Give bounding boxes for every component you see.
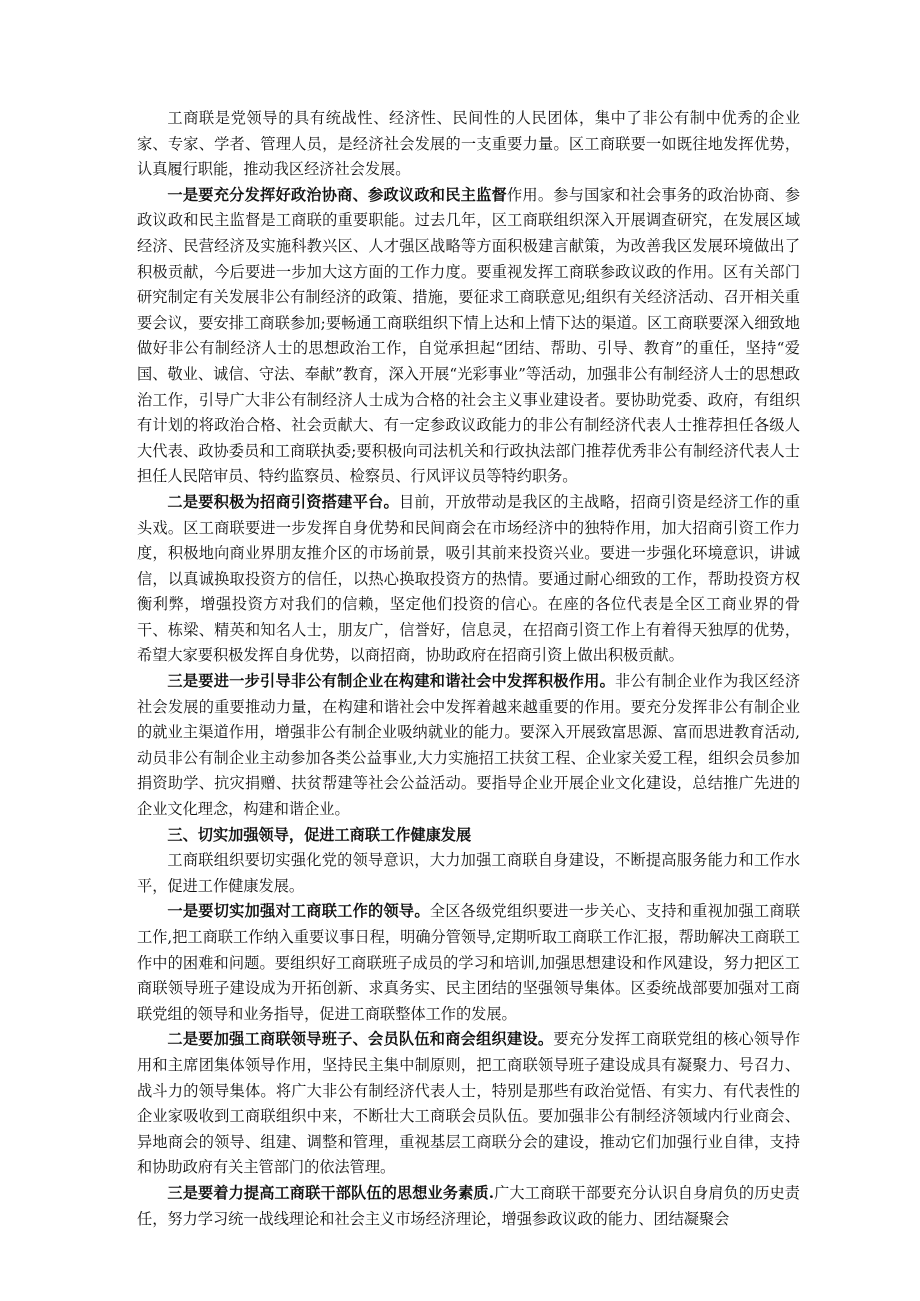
paragraph-text: 非公有制企业作为我区经济社会发展的重要推动力量，在构建和谐社会中发挥着越来越重要的作用。要充分发挥非公有制企业的就业主渠道作用，增强非公有制企业吸纳就业的能力。要深入开展致富思源、富而思进教育活动,动员非公有制企业主动参加各类公益事业,大力实施招工扶贫工程、企业家关爱工程，组织会员参加捐资助学、抗灾捐赠、扶贫帮建等社会公益活动。要指导企业开展企业文化建设，总结推广先进的企业文化理念，构建和谐企业。 (137, 672, 801, 819)
paragraph-text: 工商联组织要切实强化党的领导意识，大力加强工商联自身建设，不断提高服务能力和工作水平，促进工作健康发展。 (137, 851, 800, 895)
paragraph-lead: 三是要进一步引导非公有制企业在构建和谐社会中发挥积极作用。 (167, 672, 616, 691)
paragraph-text: 目前，开放带动是我区的主战略，招商引资是经济工作的重头戏。区工商联要进一步发挥自身优势和民间商会在市场经济中的独特作用，加大招商引资工作力度，积极地向商业界朋友推介区的市场前景，吸引其前来投资兴业。要进一步强化环境意识，讲诚信，以真诚换取投资方的信任，以热心换取投资方的热情。要通过耐心细致的工作，帮助投资方权衡利弊，增强投资方对我们的信赖，坚定他们投资的信心。在座的各位代表是全区工商业界的骨干、栋梁、精英和知名人士，朋友广，信誉好，信息灵，在招商引资工作上有着得天独厚的优势，希望大家要积极发挥自身优势，以商招商，协助政府在招商引资上做出积极贡献。 (137, 492, 801, 665)
paragraph-lead: 二是要积极为招商引资搭建平台。 (167, 492, 399, 511)
paragraph-lead: 一是要切实加强对工商联工作的领导。 (167, 902, 430, 921)
paragraph-lead: 三是要着力提高工商联干部队伍的思想业务素质. (167, 1183, 494, 1202)
paragraph-point-2 (137, 490, 800, 669)
section-heading: 三、切实加强领导，促进工商联工作健康发展 (167, 825, 472, 844)
paragraph-text: 全区各级党组织要进一步关心、支持和重视加强工商联工作,把工商联工作纳入重要议事日程，明确分管领导,定期听取工商联工作汇报，帮助解决工商联工作中的困难和问题。要组织好工商联班子成员的学习和培训,加强思想建设和作风建设，努力把区工商联领导班子建设成为开拓创新、求真务实、民主团结的坚强领导集体。区委统战部要加强对工商联党组的领导和业务指导，促进工商联整体工作的发展。 (137, 902, 801, 1023)
paragraph-leadership-1 (137, 899, 800, 1027)
paragraph-lead: 二是要加强工商联领导班子、会员队伍和商会组织建设。 (167, 1030, 554, 1049)
paragraph-point-1 (137, 183, 800, 490)
paragraph-lead: 一是要充分发挥好政治协商、参政议政和民主监督 (167, 185, 507, 204)
paragraph-text: 要充分发挥工商联党组的核心领导作用和主席团集体领导作用，坚持民主集中制原则，把工商联领导班子建设成具有凝聚力、号召力、战斗力的领导集体。将广大非公有制经济代表人士，特别是那些有政治觉悟、有实力、有代表性的企业家吸收到工商联组织中来，不断壮大工商联会员队伍。要加强非公有制经济领域内行业商会、异地商会的领导、组建、调整和管理，重视基层工商联分会的建设，推动它们加强行业自律，支持和协助政府有关主管部门的依法管理。 (137, 1030, 801, 1177)
paragraph-text: 作用。参与国家和社会事务的政治协商、参政议政和民主监督是工商联的重要职能。过去几年，区工商联组织深入开展调查研究，在发展区域经济、民营经济及实施科教兴区、人才强区战略等方面积极建言献策，为改善我区发展环境做出了积极贡献，今后要进一步加大这方面的工作力度。要重视发挥工商联参政议政的作用。区有关部门研究制定有关发展非公有制经济的政策、措施，要征求工商联意见;组织有关经济活动、召开相关重要会议，要安排工商联参加;要畅通工商联组织下情上达和上情下达的渠道。区工商联要深入细致地做好非公有制经济人士的思想政治工作，自觉承担起“团结、帮助、引导、教育”的重任，坚持“爱国、敬业、诚信、守法、奉献”教育，深入开展“光彩事业”等活动，加强非公有制经济人士的思想政治工作，引导广大非公有制经济人士成为合格的社会主义事业建设者。要协助党委、政府，有组织有计划的将政治合格、社会贡献大、有一定参政议政能力的非公有制经济代表人士推荐担任各级人大代表、政协委员和工商联执委;要积极向司法机关和行政执法部门推荐优秀非公有制经济代表人士担任人民陪审员、特约监察员、检察员、行风评议员等特约职务。 (137, 185, 801, 486)
paragraph-point-3 (137, 669, 800, 823)
paragraph-leadership-3 (137, 1181, 800, 1232)
paragraph-section-intro (137, 848, 800, 899)
paragraph-intro (137, 106, 800, 183)
paragraph-text: 广大工商联干部要充分认识自身肩负的历史责任，努力学习统一战线理论和社会主义市场经济理论，增强参政议政的能力、团结凝聚会 (137, 1183, 800, 1228)
paragraph-text: 工商联是党领导的具有统战性、经济性、民间性的人民团体，集中了非公有制中优秀的企业家、专家、学者、管理人员，是经济社会发展的一支重要力量。区工商联要一如既往地发挥优势，认真履行职能，推动我区经济社会发展。 (137, 109, 800, 179)
paragraph-leadership-2 (137, 1027, 800, 1181)
